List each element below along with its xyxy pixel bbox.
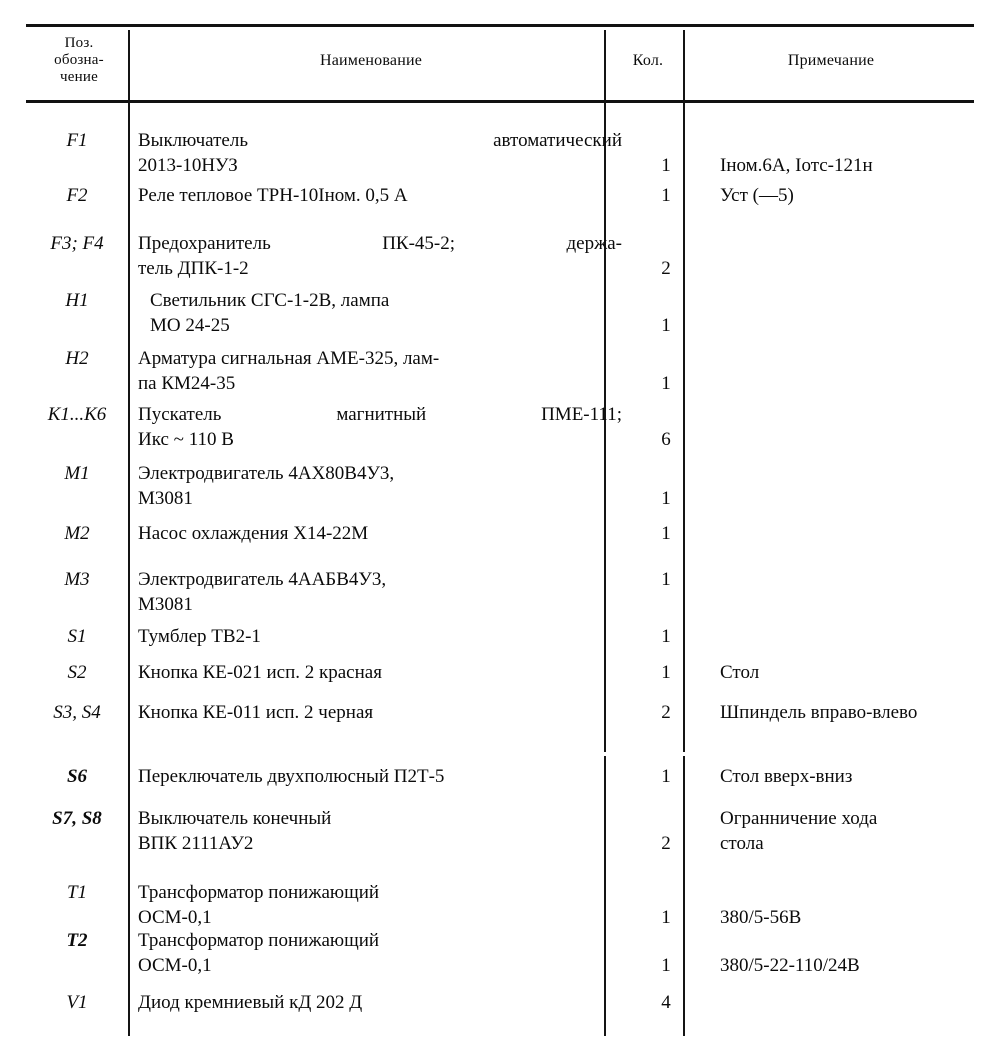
cell-name bbox=[138, 567, 622, 617]
cell-note bbox=[720, 953, 1000, 978]
column-header-name: Наименование bbox=[319, 52, 423, 69]
column-header-quantity: Кол. bbox=[632, 52, 664, 69]
cell-name-line: М3081 bbox=[138, 488, 193, 509]
column-header-position-line-1: Поз. bbox=[64, 35, 94, 51]
cell-position-designator: H1 bbox=[65, 290, 89, 311]
cell-quantity: 2 bbox=[661, 833, 671, 854]
cell-note-line: Огранничение хода bbox=[720, 808, 878, 829]
cell-note-line: Iном.6А, Iотс-121н bbox=[720, 155, 873, 176]
cell-name-line: па КМ24-35 bbox=[138, 373, 236, 394]
cell-name bbox=[138, 880, 622, 930]
cell-note bbox=[720, 806, 1000, 856]
cell-name bbox=[138, 346, 622, 396]
cell-quantity: 1 bbox=[661, 955, 671, 976]
column-header-note: Примечание bbox=[787, 52, 875, 69]
cell-name-line: Кнопка КЕ-021 исп. 2 красная bbox=[138, 662, 382, 683]
cell-quantity: 1 bbox=[661, 155, 671, 176]
cell-name bbox=[138, 402, 622, 452]
cell-position-designator: S6 bbox=[66, 766, 88, 787]
cell-quantity: 1 bbox=[661, 766, 671, 787]
cell-note bbox=[720, 183, 1000, 208]
cell-position-designator: S1 bbox=[67, 626, 87, 647]
cell-quantity: 2 bbox=[661, 258, 671, 279]
cell-position-designator: F3; F4 bbox=[50, 233, 104, 254]
cell-name-line: Тумблер ТВ2-1 bbox=[138, 626, 261, 647]
cell-position-designator: F1 bbox=[66, 130, 88, 151]
cell-name bbox=[138, 461, 622, 511]
cell-name-line: Электродвигатель 4АХ80В4У3, bbox=[138, 463, 395, 484]
cell-quantity: 1 bbox=[661, 373, 671, 394]
cell-note-line: Стол bbox=[720, 662, 760, 683]
cell-position-designator: K1...K6 bbox=[47, 404, 107, 425]
cell-name-line: Электродвигатель 4ААБВ4У3, bbox=[138, 569, 387, 590]
cell-position-designator: V1 bbox=[66, 992, 88, 1013]
cell-note-line: 380/5-56В bbox=[720, 907, 802, 928]
cell-note-line: 380/5-22-110/24В bbox=[720, 955, 860, 976]
cell-name-line: Пускатель магнитный ПМЕ-111; bbox=[138, 404, 622, 425]
cell-note-line: Уст (—5) bbox=[720, 185, 794, 206]
cell-name-line: Икс ~ 110 В bbox=[138, 429, 234, 450]
cell-position-designator: S7, S8 bbox=[52, 808, 102, 829]
column-header-position-line-2: обозна- bbox=[54, 52, 104, 68]
cell-position-designator: F2 bbox=[66, 185, 88, 206]
cell-name-line: тель ДПК-1-2 bbox=[138, 258, 249, 279]
cell-note bbox=[720, 764, 1000, 789]
cell-quantity: 1 bbox=[661, 185, 671, 206]
cell-quantity: 1 bbox=[661, 907, 671, 928]
cell-quantity: 1 bbox=[661, 626, 671, 647]
cell-position-designator: T1 bbox=[66, 882, 88, 903]
cell-name-line: Переключатель двухполюсный П2Т-5 bbox=[138, 766, 445, 787]
cell-position-designator: S3, S4 bbox=[53, 702, 101, 723]
cell-quantity: 1 bbox=[661, 523, 671, 544]
cell-name-line: ВПК 2111АУ2 bbox=[138, 833, 254, 854]
cell-name-line: Диод кремниевый кД 202 Д bbox=[138, 992, 363, 1013]
cell-name-line: ОСМ-0,1 bbox=[138, 955, 212, 976]
cell-name-line: Предохранитель ПК-45-2; держа- bbox=[138, 233, 622, 254]
cell-name-line: МО 24-25 bbox=[150, 315, 230, 336]
cell-position-designator: S2 bbox=[67, 662, 87, 683]
column-header-position-line-3: чение bbox=[60, 69, 98, 85]
cell-name-line: Насос охлаждения Х14-22М bbox=[138, 523, 369, 544]
cell-position-designator: H2 bbox=[65, 348, 89, 369]
cell-note-line: стола bbox=[720, 833, 764, 854]
cell-name bbox=[138, 231, 622, 281]
cell-name bbox=[138, 700, 622, 725]
cell-position-designator: T2 bbox=[66, 930, 88, 951]
cell-name bbox=[138, 928, 622, 978]
cell-name-line: Трансформатор понижающий bbox=[138, 930, 380, 951]
cell-name-line: 2013-10НУЗ bbox=[138, 155, 238, 176]
header-bottom-rule bbox=[26, 100, 974, 103]
cell-name-line: ОСМ-0,1 bbox=[138, 907, 212, 928]
cell-quantity: 6 bbox=[661, 429, 671, 450]
cell-position-designator: M1 bbox=[64, 463, 90, 484]
divider-position-name bbox=[128, 30, 130, 1036]
cell-note bbox=[720, 660, 1000, 685]
cell-name-line: Светильник СГС-1-2В, лампа bbox=[150, 290, 390, 311]
table-top-rule bbox=[26, 24, 974, 27]
cell-name bbox=[150, 288, 634, 338]
cell-name-line: Реле тепловое ТРН-10Iном. 0,5 А bbox=[138, 185, 408, 206]
cell-quantity: 1 bbox=[661, 488, 671, 509]
cell-quantity: 1 bbox=[661, 569, 671, 590]
cell-note bbox=[720, 905, 1000, 930]
cell-note-line: Стол вверх-вниз bbox=[720, 766, 853, 787]
cell-name bbox=[138, 660, 622, 685]
cell-name bbox=[138, 521, 622, 546]
cell-name bbox=[138, 128, 622, 178]
cell-name-line: Арматура сигнальная АМЕ-325, лам- bbox=[138, 348, 440, 369]
cell-quantity: 1 bbox=[661, 662, 671, 683]
cell-position-designator: M3 bbox=[64, 569, 90, 590]
cell-name bbox=[138, 624, 622, 649]
column-header-position bbox=[30, 35, 128, 86]
cell-note bbox=[720, 153, 1000, 178]
cell-name bbox=[138, 806, 622, 856]
cell-name-line: Выключатель автоматический bbox=[138, 130, 622, 151]
cell-quantity: 4 bbox=[661, 992, 671, 1013]
cell-name-line: Трансформатор понижающий bbox=[138, 882, 380, 903]
cell-quantity: 1 bbox=[661, 315, 671, 336]
table-header-row bbox=[26, 30, 974, 96]
cell-name bbox=[138, 764, 622, 789]
cell-name-line: Выключатель конечный bbox=[138, 808, 332, 829]
cell-name bbox=[138, 183, 622, 208]
cell-name-line: М3081 bbox=[138, 594, 193, 615]
cell-name-line: Кнопка КЕ-011 исп. 2 черная bbox=[138, 702, 374, 723]
cell-quantity: 2 bbox=[661, 702, 671, 723]
cell-note-line: Шпиндель вправо-влево bbox=[720, 702, 918, 723]
cell-note bbox=[720, 700, 1000, 725]
cell-name bbox=[138, 990, 622, 1015]
cell-position-designator: M2 bbox=[64, 523, 90, 544]
